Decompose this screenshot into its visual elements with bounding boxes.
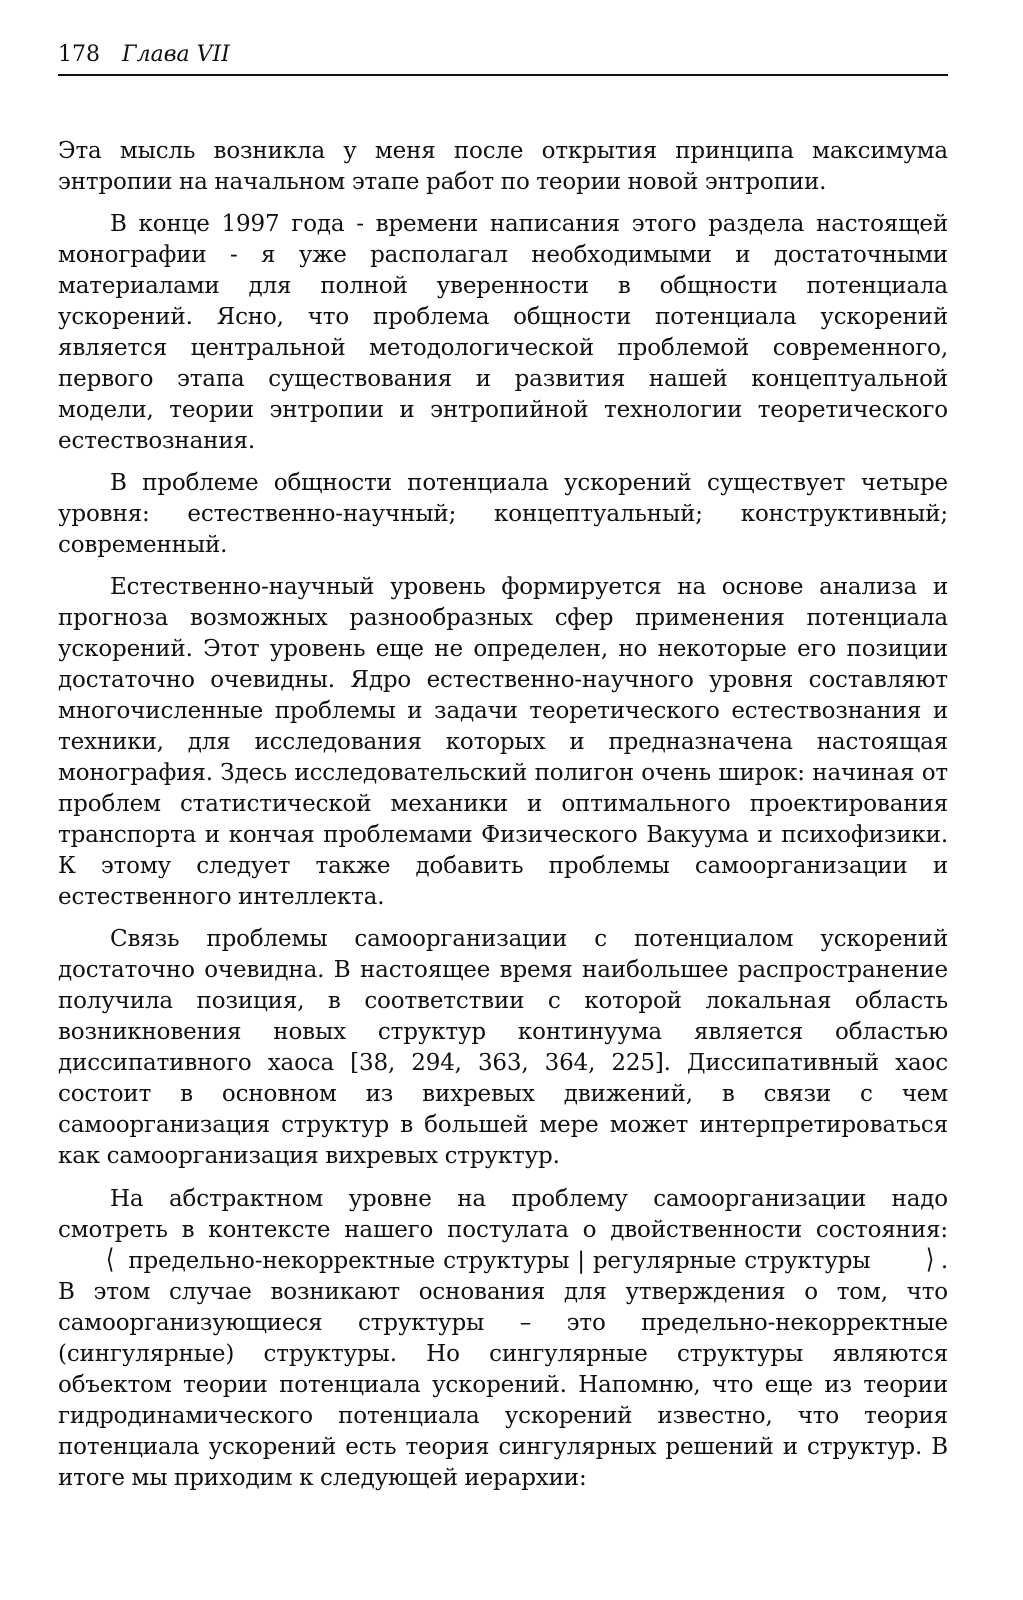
running-head bbox=[58, 40, 948, 76]
book-page bbox=[58, 40, 948, 1505]
chapter-title: Глава VII bbox=[122, 42, 230, 67]
paragraph-4: Естественно-научный уровень формируется на основе анализа и прогноза возможных разнообразных сфер применения потенциала ускорений. Этот уровень еще не определен, но некоторые его позиции достаточно очевидны. Ядро естественно-научного уровня составляют многочисленные проблемы и задачи теоретического естествознания и техники, для исследования которых и предназначена настоящая монография. Здесь исследовательский полигон очень широк: начиная от проблем статистической механики и оптимального проектирования транспорта и кончая проблемами Физического Вакуума и психофизики. К этому следует также добавить проблемы самоорганизации и естественного интеллекта. bbox=[58, 574, 948, 910]
paragraph-3: В проблеме общности потенциала ускорений существует четыре уровня: естественно-научный; концептуальный; конструктивный; современный. bbox=[58, 470, 948, 558]
term-regular-structures: регулярные структуры bbox=[592, 1248, 871, 1274]
term-singular-structures: предельно-некорректные структуры bbox=[128, 1248, 570, 1274]
separator-bar: | bbox=[577, 1248, 585, 1274]
paragraph-6-lead: На абстрактном уровне на проблему самоорганизации надо смотреть в контексте нашего постулата о двойственности состояния: bbox=[58, 1186, 948, 1243]
paragraph-2: В конце 1997 года - времени написания этого раздела настоящей монографии - я уже располагал необходимыми и достаточными материалами для полной уверенности в общности потенциала ускорений. Ясно, что проблема общности потенциала ускорений является центральной методологической проблемой современного, первого этапа существования и развития нашей концептуальной модели, теории энтропии и энтропийной технологии теоретического естествознания. bbox=[58, 211, 948, 454]
paragraph-1: Эта мысль возникла у меня после открытия принципа максимума энтропии на начальном этапе работ по теории новой энтропии. bbox=[58, 138, 948, 195]
paragraph-6-rest: . В этом случае возникают основания для утверждения о том, что самоорганизующиеся структуры – это предельно-некорректные (сингулярные) структуры. Но сингулярные структуры являются объектом теории потенциала ускорений. Напомню, что еще из теории гидродинамического потенциала ускорений известно, что теория потенциала ускорений есть теория сингулярных решений и структур. В итоге мы приходим к следующей иерархии: bbox=[58, 1248, 948, 1491]
page-number: 178 bbox=[58, 42, 100, 67]
right-angle-bracket: ⟩ bbox=[926, 1244, 935, 1275]
body-text bbox=[58, 136, 948, 1494]
paragraph-6 bbox=[58, 1184, 948, 1494]
paragraph-5: Связь проблемы самоорганизации с потенциалом ускорений достаточно очевидна. В настоящее время наибольшее распространение получила позиция, в соответствии с которой локальная область возникновения новых структур континуума является областью диссипативного хаоса [38, 294, 363, 364, 225]. Диссипативный хаос состоит в основном из вихревых движений, в связи с чем самоорганизация структур в большей мере может интерпретироваться как самоорганизация вихревых структур. bbox=[58, 926, 948, 1169]
left-angle-bracket: ⟨ bbox=[105, 1244, 115, 1275]
